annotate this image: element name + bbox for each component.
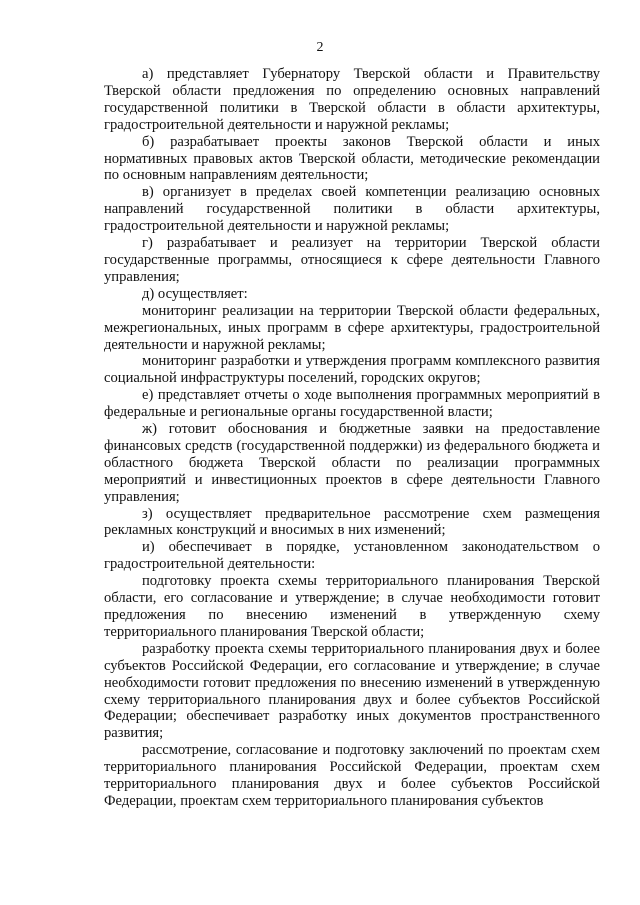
- paragraph-e: е) представляет отчеты о ходе выполнения программных мероприятий в федеральные и региональные органы государственной власти;: [104, 387, 600, 421]
- paragraph-v: в) организует в пределах своей компетенции реализацию основных направлений государственной политики в области архитектуры, градостроительной деятельности и наружной рекламы;: [104, 184, 600, 235]
- paragraph-i-item-2: разработку проекта схемы территориального планирования двух и более субъектов Российской Федерации, его согласование и утверждение; в случае необходимости готовит предложения по внесению изменений в утвержденную схему территориального планирования двух и более субъектов Российской Федерации; обеспечивает разработку иных документов пространственного развития;: [104, 640, 600, 742]
- paragraph-d-item-1: мониторинг реализации на территории Тверской области федеральных, межрегиональных, иных программ в сфере архитектуры, градостроительной деятельности и наружной рекламы;: [104, 302, 600, 353]
- paragraph-b: б) разрабатывает проекты законов Тверской области и иных нормативных правовых актов Тверской области, методические рекомендации по основным направлениям деятельности;: [104, 133, 600, 184]
- page-number: 2: [316, 40, 324, 55]
- paragraph-g: г) разрабатывает и реализует на территории Тверской области государственные программы, относящиеся к сфере деятельности Главного управления;: [104, 235, 600, 285]
- paragraph-i-item-1: подготовку проекта схемы территориального планирования Тверской области, его согласование и утверждение; в случае необходимости готовит предложения по внесению изменений в утвержденную схему территориального планирования Тверской области;: [104, 573, 600, 640]
- paragraph-a: а) представляет Губернатору Тверской области и Правительству Тверской области предложения по определению основных направлений государственной политики в Тверской области в области архитектуры, градостроительной деятельности и наружной рекламы;: [104, 66, 600, 133]
- paragraph-i: и) обеспечивает в порядке, установленном законодательством о градостроительной деятельности:: [104, 539, 600, 573]
- document-body: [104, 66, 600, 810]
- paragraph-i-item-3: рассмотрение, согласование и подготовку заключений по проектам схем территориального планирования Российской Федерации, проектам схем территориального планирования двух и более субъектов Российской Федерации, проектам схем территориального планирования субъектов: [104, 742, 600, 809]
- paragraph-d-item-2: мониторинг разработки и утверждения программ комплексного развития социальной инфраструктуры поселений, городских округов;: [104, 353, 600, 387]
- paragraph-zh: ж) готовит обоснования и бюджетные заявки на предоставление финансовых средств (государственной поддержки) из федерального бюджета и областного бюджета Тверской области по реализации программных мероприятий и инвестиционных проектов в сфере деятельности Главного управления;: [104, 421, 600, 505]
- paragraph-d: д) осуществляет:: [142, 285, 248, 302]
- paragraph-z: з) осуществляет предварительное рассмотрение схем размещения рекламных конструкций и вносимых в них изменений;: [104, 505, 600, 539]
